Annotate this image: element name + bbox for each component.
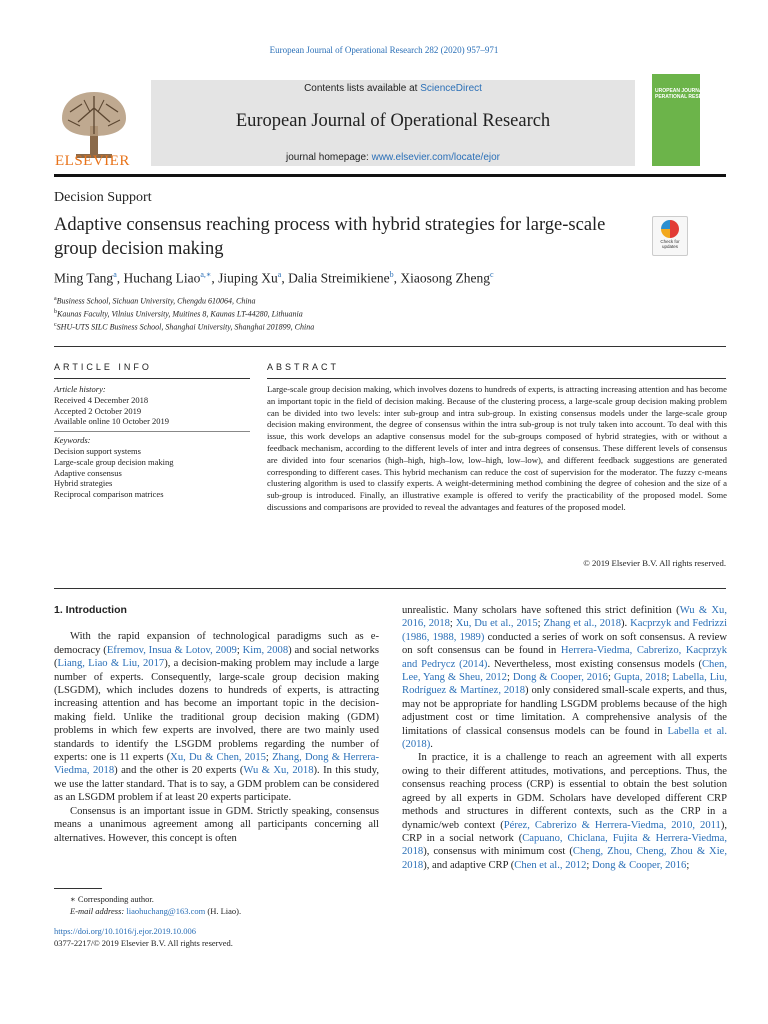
- email-line: [70, 906, 241, 918]
- author-name: Xiaosong Zheng: [400, 270, 491, 286]
- info-rule: [54, 346, 726, 347]
- info-separator: [54, 431, 250, 432]
- text-run: .: [430, 739, 433, 751]
- abstract-copyright: © 2019 Elsevier B.V. All rights reserved.: [583, 558, 726, 568]
- citation-link[interactable]: Xu, Du et al., 2015: [455, 618, 538, 630]
- footnote-rule: [54, 888, 102, 889]
- author-affiliation-mark[interactable]: b: [389, 270, 394, 279]
- citation-link[interactable]: Wu & Xu, 2018: [243, 765, 314, 777]
- citation-link[interactable]: Chen, Lee, Yang & Sheu, 2012: [402, 658, 727, 684]
- paragraph: [402, 751, 727, 872]
- email-label: E-mail address:: [70, 905, 127, 916]
- history-received: Received 4 December 2018: [54, 394, 149, 405]
- affiliation: [54, 320, 314, 333]
- citation-link[interactable]: Zhang, Dong & Herrera-Viedma, 2018: [54, 752, 379, 777]
- contents-prefix: Contents lists available at: [304, 83, 421, 94]
- citation-link[interactable]: Xu, Du & Chen, 2015: [170, 752, 266, 764]
- keywords-label: Keywords:: [54, 435, 91, 446]
- abstract-heading: ABSTRACT: [267, 362, 340, 372]
- author-name: Huchang Liao: [123, 270, 201, 286]
- text-run: . Nevertheless, most existing consensus models (: [487, 658, 702, 670]
- elsevier-wordmark: ELSEVIER: [55, 153, 130, 169]
- citation-link[interactable]: Labella et al. (2018): [402, 725, 727, 751]
- journal-info-box: [151, 80, 635, 166]
- author-name: Dalia Streimikiene: [288, 270, 390, 286]
- email-link[interactable]: liaohuchang@163.com: [126, 905, 206, 916]
- author-affiliation-mark[interactable]: a: [113, 270, 117, 279]
- keyword: Adaptive consensus: [54, 467, 122, 478]
- affiliation-mark: b: [54, 309, 57, 316]
- text-run: ).: [621, 618, 631, 630]
- paragraph: [54, 805, 379, 845]
- doi-block: [54, 926, 233, 949]
- citation-link[interactable]: Wu & Xu, 2016, 2018: [402, 605, 727, 630]
- text-run: ). In this study, we use the latter standard. That is to say, a GDM problem can be considered as an LSGDM problem if at least 20 experts participate.: [54, 765, 379, 804]
- journal-title: European Journal of Operational Research: [235, 111, 551, 131]
- text-run: With the rapid expansion of technological paradigms such as e-democracy (: [54, 631, 379, 656]
- introduction-heading: 1. Introduction: [54, 604, 127, 616]
- homepage-line: [151, 152, 635, 163]
- journal-cover-thumbnail[interactable]: [652, 74, 717, 166]
- text-run: ;: [607, 672, 614, 684]
- history-online: Available online 10 October 2019: [54, 416, 170, 427]
- left-column: [54, 604, 379, 845]
- affiliation: [54, 294, 314, 307]
- paragraph: [402, 604, 727, 751]
- author-separator: ,: [281, 270, 289, 286]
- author-name: Jiuping Xu: [218, 270, 278, 286]
- paragraph: [54, 630, 379, 804]
- text-run: Consensus is an important issue in GDM. Strictly speaking, consensus means a unanimous agreement among all participants concerning all alternatives. However, this concept is often: [54, 805, 379, 844]
- issn-line: 0377-2217/© 2019 Elsevier B.V. All rights reserved.: [54, 937, 233, 948]
- text-run: ), a decision-making problem may include a large number of experts. Consequently, large-scale group decision making (LSGDM), which includes dozens to hundreds of experts, is attracting increasing attention and has become an important topic in the decision-making field. Unlike the traditional group decision making (GDM) problems in which few experts are involved, there are two mainly used standards to identify the LSGDM problems regarding the number of experts: one is 11 experts (: [54, 658, 379, 764]
- cover-title: UROPEAN JOURNAL OF PERATIONAL RESEARCH: [655, 88, 717, 100]
- crossmark-icon: [661, 220, 679, 238]
- citation-link[interactable]: Pérez, Cabrerizo & Herrera-Viedma, 2010, 2011: [503, 819, 721, 831]
- journal-homepage-link[interactable]: www.elsevier.com/locate/ejor: [371, 152, 500, 163]
- journal-citation[interactable]: European Journal of Operational Research 282 (2020) 957–971: [269, 45, 499, 55]
- author-list: [54, 270, 494, 287]
- author-name: Ming Tang: [54, 270, 114, 286]
- citation-link[interactable]: Kacprzyk and Fedrizzi (1986, 1988, 1989): [402, 618, 728, 643]
- contents-line: [151, 83, 635, 94]
- doi-link[interactable]: https://doi.org/10.1016/j.ejor.2019.10.006: [54, 926, 196, 936]
- keyword: Decision support systems: [54, 445, 141, 456]
- citation-link[interactable]: Cheng, Zhou, Cheng, Zhou & Xie, 2018: [402, 846, 727, 871]
- author-separator: ,: [211, 270, 219, 286]
- section-label: Decision Support: [54, 190, 152, 205]
- text-run: ;: [537, 618, 544, 630]
- body-rule: [54, 588, 726, 589]
- text-run: unrealistic. Many scholars have softened this strict definition (: [402, 605, 680, 616]
- header-rule: [54, 174, 726, 177]
- corresponding-author-note: ∗ Corresponding author.: [70, 894, 154, 904]
- article-info: [54, 384, 250, 500]
- history-accepted: Accepted 2 October 2019: [54, 405, 142, 416]
- text-run: ), CRP in a social network (: [402, 819, 728, 844]
- text-run: ;: [265, 752, 273, 764]
- journal-banner: [54, 74, 717, 174]
- citation-link[interactable]: Zhang et al., 2018: [543, 618, 621, 630]
- homepage-prefix: journal homepage:: [285, 152, 372, 163]
- text-run: ;: [586, 859, 592, 871]
- article-info-heading: ARTICLE INFO: [54, 362, 152, 372]
- text-run: ), consensus with minimum cost (: [423, 846, 573, 858]
- text-run: conducted a series of work on soft consensus. A review on soft consensus can be found in: [402, 631, 727, 657]
- affiliation-mark: a: [54, 296, 57, 302]
- affiliation: [54, 307, 314, 320]
- keyword: Large-scale group decision making: [54, 456, 174, 467]
- author-affiliation-mark[interactable]: c: [490, 270, 494, 279]
- affiliation-text: Business School, Sichuan University, Chengdu 610064, China: [56, 296, 256, 306]
- footnotes: [70, 894, 241, 917]
- text-run: ;: [506, 672, 513, 684]
- affiliation-list: [54, 294, 314, 333]
- abstract-rule: [267, 378, 726, 379]
- affiliation-text: SHU-UTS SILC Business School, Shanghai University, Shanghai 201899, China: [56, 322, 315, 332]
- check-for-updates-button[interactable]: [652, 216, 688, 256]
- author-affiliation-mark[interactable]: a: [277, 270, 282, 279]
- citation-link[interactable]: Kim, 2008: [242, 644, 289, 656]
- abstract-text: Large-scale group decision making, which involves dozens to hundreds of experts, is attracting increasing attention and has become an important topic in the field of decision making. Because of the clustering process, a large-scale group decision making problem can be divided into two levels: inter sub-group and intra sub-group. In existing consensus models under the large-scale group decision making environment, the degree of consensus within the intra sub-group is not truly taken into account. To deal with this issue, this work develops an adaptive consensus model for the sub-groups composed of hybrid strategies, with or without a feedback mechanism, according to the different levels of inter and intra degrees of consensus. These different levels of consensus are divided into four scenarios (high–high, high–low, low–high, low–low), and different feedback suggestions are generated corresponding to different cases. This hybrid mechanism can reduce the cost of supervision for the moderator. The fuzzy c-means clustering algorithm is used to classify experts. A weight-determining method combining the degree of cohesion and the size of a sub-group is introduced. Finally, an illustrative example is offered to verify the practicability of the proposed model. Some discussions and comparisons are provided to reveal the advantages and features of the proposed model.: [267, 384, 727, 512]
- article-info-rule: [54, 378, 250, 379]
- citation-link[interactable]: Dong & Cooper, 2016: [512, 672, 608, 684]
- keyword: Hybrid strategies: [54, 478, 113, 489]
- citation-link[interactable]: Capuano, Chiclana, Fujita & Herrera-Viedma, 2018: [402, 832, 727, 858]
- crossmark-label: Check for updates: [660, 239, 680, 249]
- text-run: ) only considered small-scale experts, and thus, may not be appropriate for handling LSGDM problems because of the high adjustment cost or time limitation. A comprehensive analysis of the limitations of classical consensus models can be found in: [402, 685, 727, 737]
- citation-link[interactable]: Efremov, Insua & Lotov, 2009: [106, 644, 237, 656]
- sciencedirect-link[interactable]: ScienceDirect: [420, 83, 482, 94]
- citation-link[interactable]: Labella, Liu, Rodríguez & Martínez, 2018: [402, 672, 728, 697]
- article-title: Adaptive consensus reaching process with hybrid strategies for large-scale group decision making: [54, 215, 606, 259]
- text-run: In practice, it is a challenge to reach an agreement with all experts owing to their different attitudes, motivations, and perceptions. Thus, the consensus reaching process (CRP) is essential to obtain the best solution agreed by all experts in GDM. Scholars have developed different CRP methods and structures in different contexts, such as the CRP in a dynamic/web context (: [402, 752, 727, 831]
- keyword: Reciprocal comparison matrices: [54, 489, 164, 500]
- email-suffix: (H. Liao).: [205, 905, 242, 916]
- affiliation-mark: c: [54, 322, 57, 329]
- author-separator: ,: [393, 270, 401, 286]
- history-label: Article history:: [54, 384, 106, 394]
- text-run: ) and the other is 20 experts (: [114, 765, 244, 777]
- affiliation-text: Kaunas Faculty, Vilnius University, Muitines 8, Kaunas LT-44280, Lithuania: [57, 309, 303, 319]
- citation-link[interactable]: Gupta, 2018: [613, 672, 667, 684]
- text-run: ;: [236, 644, 243, 656]
- citation-link[interactable]: Herrera-Viedma, Cabrerizo, Kacprzyk and Pedrycz (2014): [402, 645, 727, 670]
- author-separator: ,: [116, 270, 124, 286]
- text-run: ;: [686, 859, 690, 871]
- text-run: ), and adaptive CRP (: [423, 859, 515, 871]
- text-run: ) and social networks (: [54, 644, 379, 670]
- text-run: ;: [449, 618, 456, 630]
- author-affiliation-mark[interactable]: a,∗: [200, 270, 212, 279]
- citation-link[interactable]: Chen et al., 2012: [514, 859, 587, 871]
- citation-link[interactable]: Liang, Liao & Liu, 2017: [57, 658, 165, 670]
- citation-link[interactable]: Dong & Cooper, 2016: [591, 859, 687, 871]
- right-column: [402, 604, 727, 872]
- text-run: ;: [666, 672, 673, 684]
